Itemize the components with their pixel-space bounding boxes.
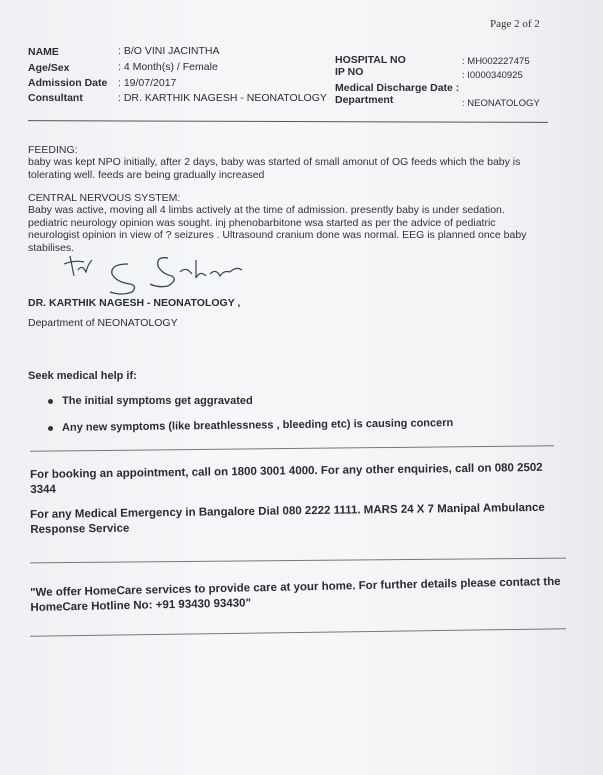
feeding-text: baby was kept NPO initially, after 2 days, baby was started of small amonut of OG feeds which the baby is tolerating well. feeds are being gradually increased (28, 156, 521, 181)
handwritten-signature (60, 250, 250, 298)
cns-heading: CENTRAL NERVOUS SYSTEM: (28, 192, 181, 204)
ip-no-value: : I0000340925 (462, 70, 523, 81)
hospital-no-value: : MH002227475 (462, 56, 530, 67)
divider (30, 445, 554, 451)
doctor-department: Department of NEONATOLOGY (28, 317, 178, 329)
admission-label: Admission Date (28, 77, 108, 89)
booking-info: For booking an appointment, call on 1800 3001 4000. For any other enquiries, call on 080 2502 3344 (30, 461, 543, 496)
name-value: : B/O VINI JACINTHA (118, 45, 220, 57)
help-item: Any new symptoms (like breathlessness , bleeding etc) is causing concern (48, 417, 453, 434)
feeding-heading: FEEDING: (28, 144, 78, 156)
age-label: Age/Sex (28, 62, 70, 74)
help-item: The initial symptoms get aggravated (48, 395, 253, 407)
emergency-info: For any Medical Emergency in Bangalore Dial 080 2222 1111. MARS 24 X 7 Manipal Ambulance Response Service (30, 501, 545, 536)
doctor-name: DR. KARTHIK NAGESH - NEONATOLOGY , (28, 297, 241, 309)
hospital-no-label: HOSPITAL NO (335, 54, 406, 66)
name-label: NAME (28, 46, 59, 58)
cns-text: Baby was active, moving all 4 limbs actively at the time of admission. presently baby is under sedation. pediatric neurology opinion was sought. inj phenobarbitone wsa started as per the advice of pediatric neurologist opinion in view of ? seizures . Ultrasound cranium done was normal. EEG is planned once baby stabilises. (28, 204, 527, 254)
ip-no-label: IP NO (335, 66, 364, 78)
department-label: Department (335, 94, 394, 106)
consultant-label: Consultant (28, 92, 83, 104)
divider (30, 628, 566, 636)
seek-help-heading: Seek medical help if: (28, 370, 137, 382)
header-divider (28, 120, 548, 123)
discharge-date-label: Medical Discharge Date : (335, 82, 460, 94)
page-number: Page 2 of 2 (490, 18, 540, 30)
admission-value: : 19/07/2017 (118, 77, 177, 89)
homecare-info: "We offer HomeCare services to provide care at your home. For further details please contact the HomeCare Hotline No: +91 93430 93430" (30, 575, 561, 614)
age-value: : 4 Month(s) / Female (118, 61, 218, 73)
consultant-value: : DR. KARTHIK NAGESH - NEONATOLOGY (118, 92, 327, 104)
bullet-icon (48, 426, 53, 431)
department-value: : NEONATOLOGY (462, 98, 540, 109)
bullet-icon (48, 399, 53, 404)
divider (30, 558, 566, 564)
